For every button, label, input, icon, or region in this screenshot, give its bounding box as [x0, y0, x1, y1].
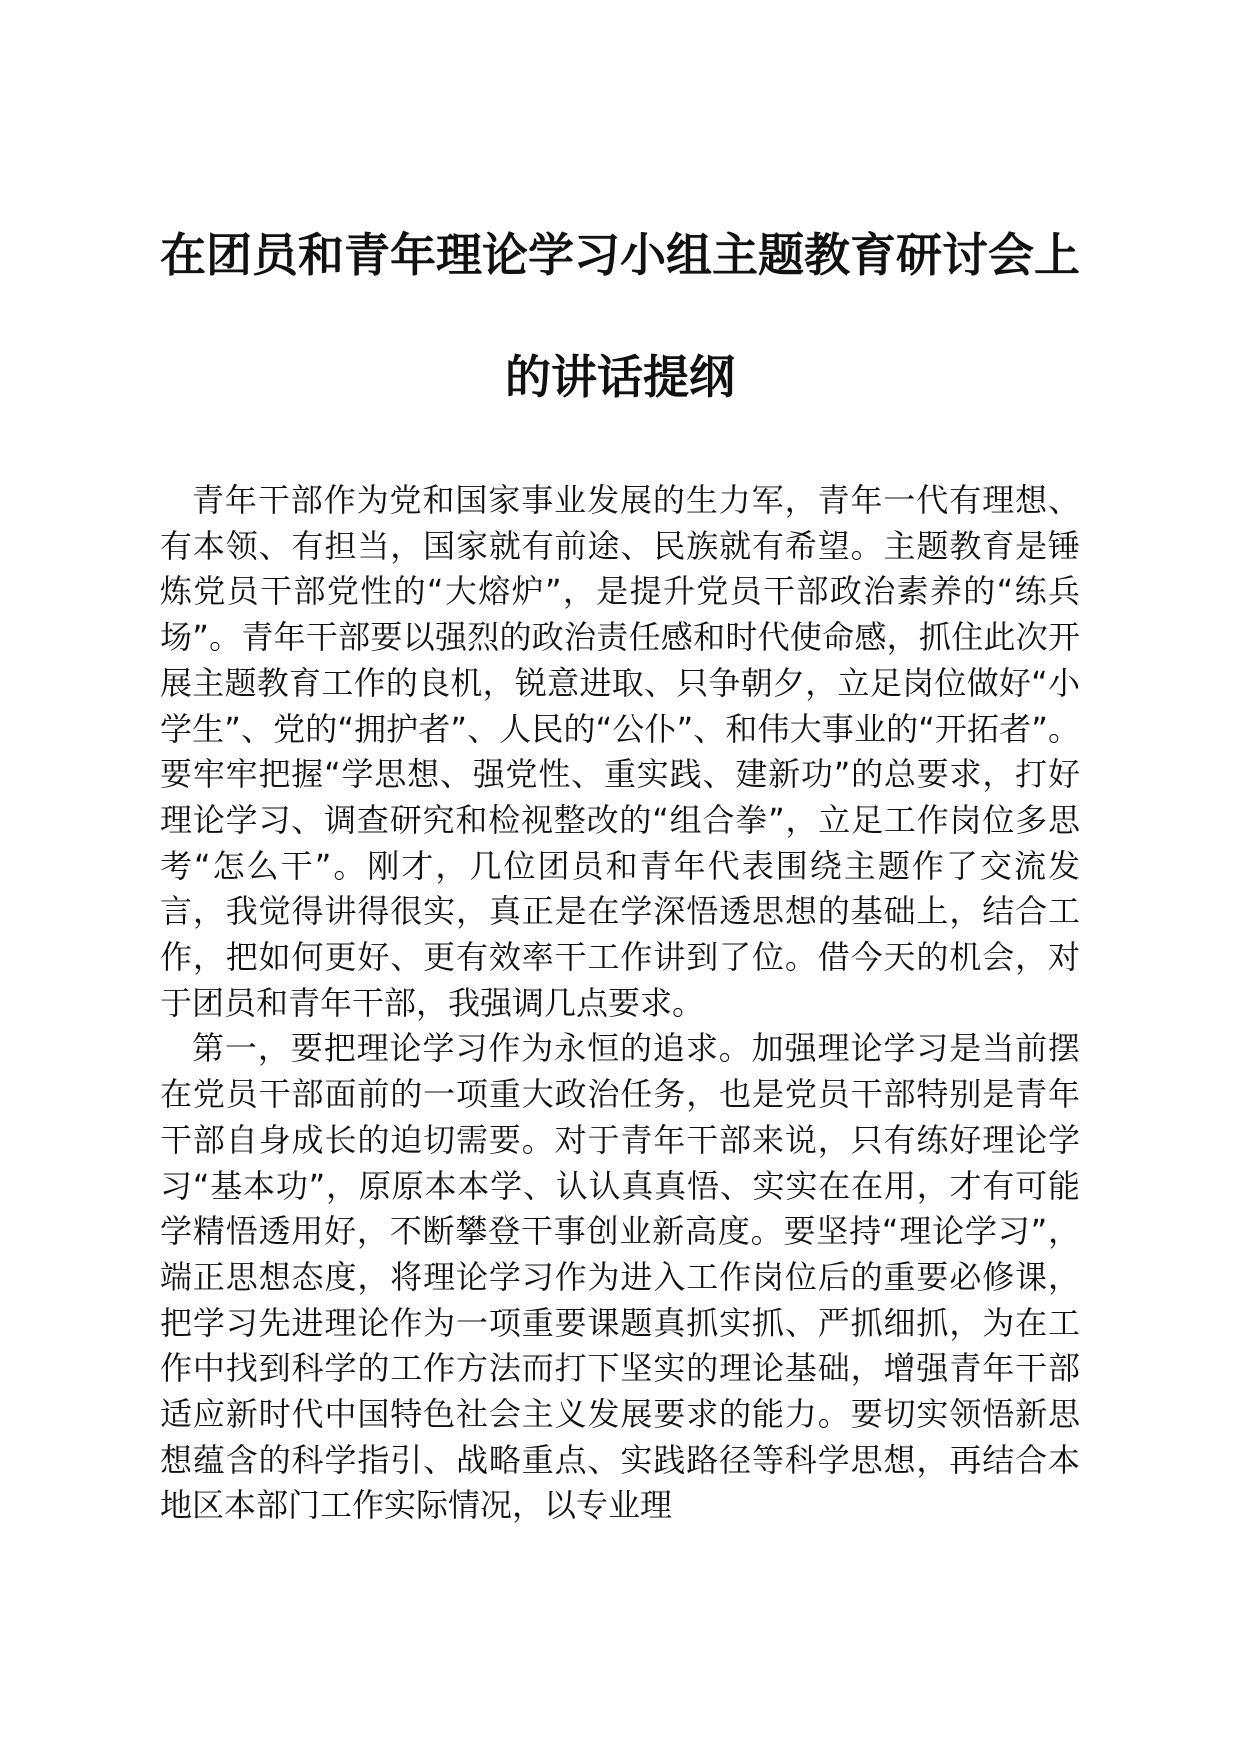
paragraph-intro: 青年干部作为党和国家事业发展的生力军，青年一代有理想、有本领、有担当，国家就有前途、民族就有希望。主题教育是锤炼党员干部党性的“大熔炉”，是提升党员干部政治素养的“练兵场”。青年干部要以强烈的政治责任感和时代使命感，抓住此次开展主题教育工作的良机，锐意进取、只争朝夕，立足岗位做好“小学生”、党的“拥护者”、人民的“公仆”、和伟大事业的“开拓者”。要牢牢把握“学思想、强党性、重实践、建新功”的总要求，打好理论学习、调查研究和检视整改的“组合拳”，立足工作岗位多思考“怎么干”。刚才，几位团员和青年代表围绕主题作了交流发言，我觉得讲得很实，真正是在学深悟透思想的基础上，结合工作，把如何更好、更有效率干工作讲到了位。借今天的机会，对于团员和青年干部，我强调几点要求。 — [160, 481, 1080, 1022]
document-title-line-2: 的讲话提纲 — [505, 350, 735, 404]
document-body — [160, 478, 1080, 1529]
paragraph-first-point: 第一，要把理论学习作为永恒的追求。加强理论学习是当前摆在党员干部面前的一项重大政治任务，也是党员干部特别是青年干部自身成长的迫切需要。对于青年干部来说，只有练好理论学习“基本功”，原原本本学、认认真真悟、实实在在用，才有可能学精悟透用好，不断攀登干事创业新高度。要坚持“理论学习”，端正思想态度，将理论学习作为进入工作岗位后的重要必修课，把学习先进理论作为一项重要课题真抓实抓、严抓细抓，为在工作中找到科学的工作方法而打下坚实的理论基础，增强青年干部适应新时代中国特色社会主义发展要求的能力。要切实领悟新思想蕴含的科学指引、战略重点、实践路径等科学思想，再结合本地区本部门工作实际情况，以专业理 — [160, 1029, 1080, 1525]
document-title-line-1: 在团员和青年理论学习小组主题教育研讨会上 — [160, 228, 1080, 282]
